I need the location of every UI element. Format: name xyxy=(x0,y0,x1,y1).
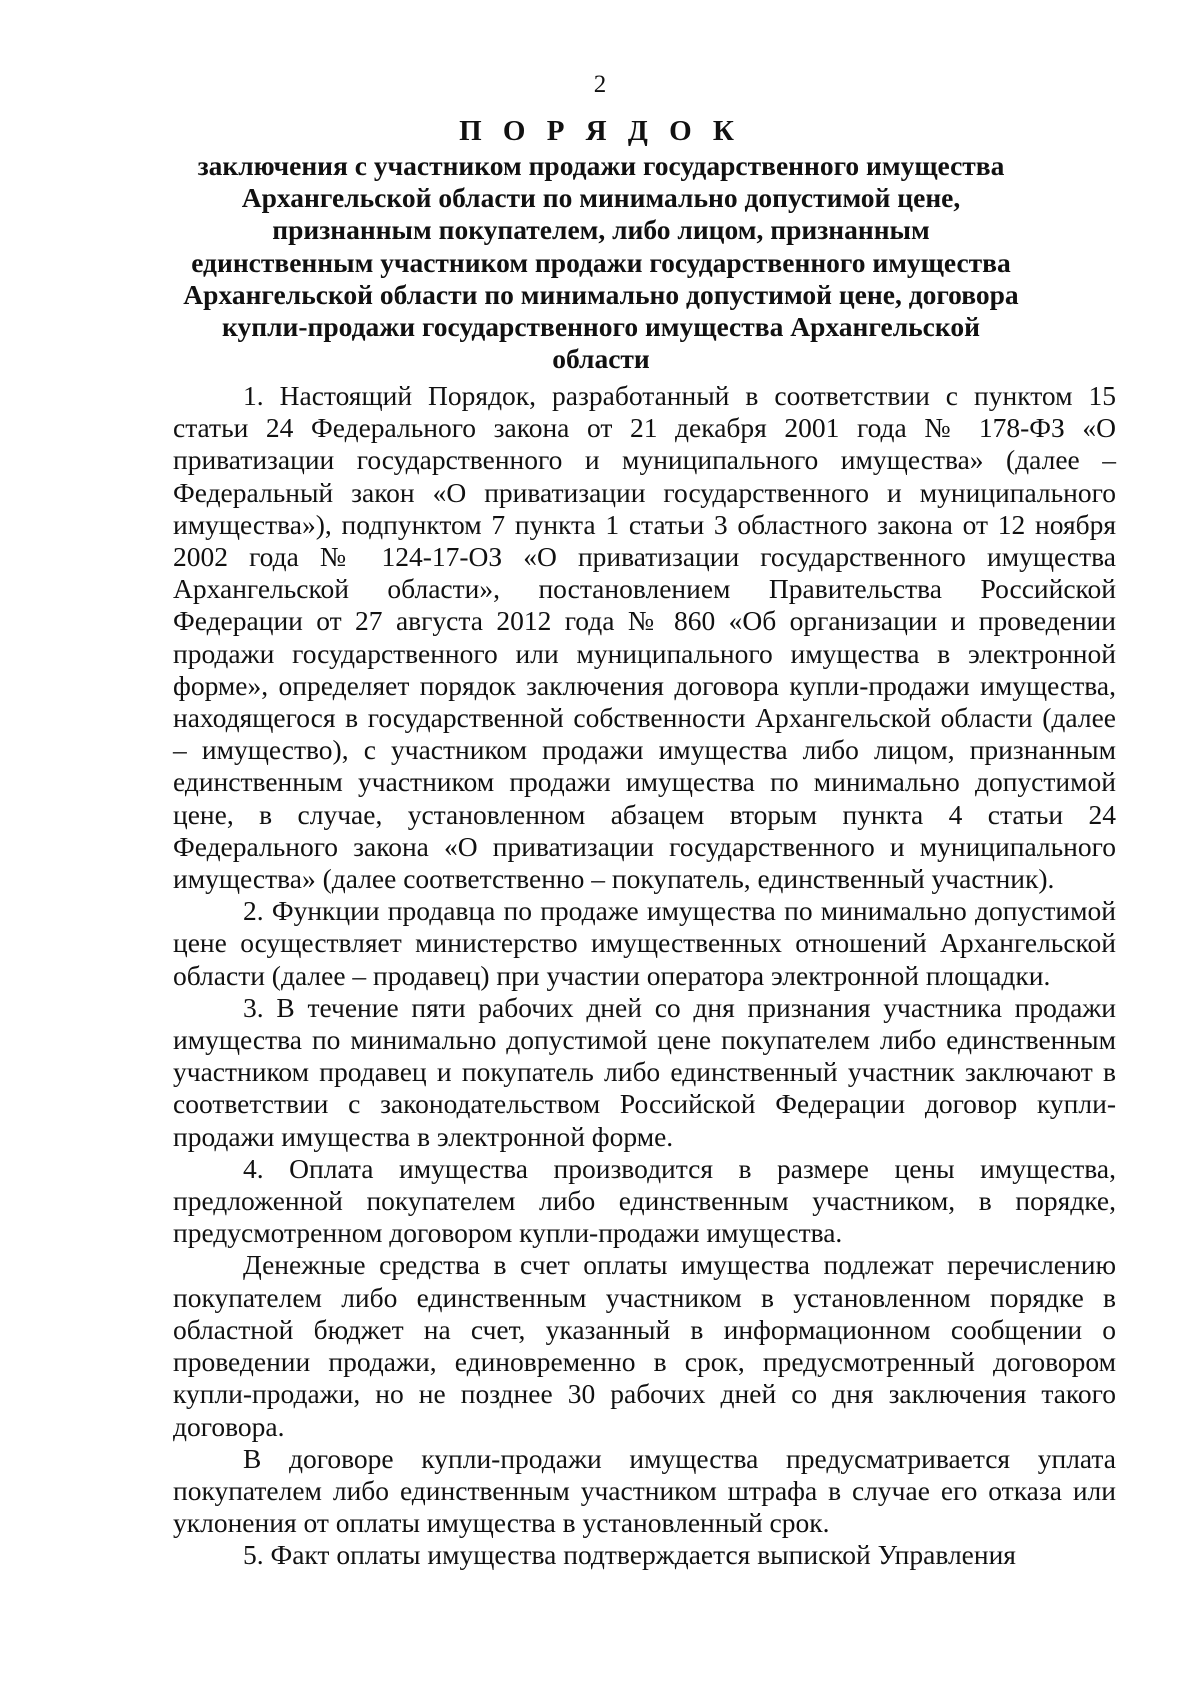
paragraph-4-penalty: В договоре купли-продажи имущества предусматривается уплата покупателем либо единственным участником штрафа в случае его отказа или уклонения от оплаты имущества в установленный срок. xyxy=(173,1442,1116,1539)
page-number: 2 xyxy=(593,71,607,98)
paragraph-5: 5. Факт оплаты имущества подтверждается выпиской Управления xyxy=(243,1539,1016,1571)
document-body xyxy=(173,380,1116,1572)
document-title: П О Р Я Д О К xyxy=(459,115,741,147)
paragraph-2: 2. Функции продавца по продаже имущества по минимально допустимой цене осуществляет министерство имущественных отношений Архангельской области (далее – продавец) при участии оператора электронной площадки. xyxy=(173,895,1116,991)
paragraph-1: 1. Настоящий Порядок, разработанный в соответствии с пунктом 15 статьи 24 Федерального закона от 21 декабря 2001 года № 178-ФЗ «О приватизации государственного и муниципального имущества» (далее – Федеральный закон «О приватизации государственного и муниципального имущества»), подпунктом 7 пункта 1 статьи 3 областного закона от 12 ноября 2002 года № 124-17-ОЗ «О приватизации государственного имущества Архангельской области», постановлением Правительства Российской Федерации от 27 августа 2012 года № 860 «Об организации и проведении продажи государственного или муниципального имущества в электронной форме», определяет порядок заключения договора купли-продажи имущества, находящегося в государственной собственности Архангельской области (далее – имущество), с участником продажи имущества либо лицом, признанным единственным участником продажи имущества по минимально допустимой цене, в случае, установленном абзацем вторым пункта 4 статьи 24 Федерального закона «О приватизации государственного и муниципального имущества» (далее соответственно – покупатель, единственный участник). xyxy=(173,380,1116,895)
document-subtitle: заключения с участником продажи государственного имущества Архангельской области по минимально допустимой цене, признанным покупателем, либо лицом, признанным единственным участником продажи государственного имущества Архангельской области по минимально допустимой цене, договора купли-продажи государственного имущества Архангельской области xyxy=(183,150,1019,375)
paragraph-4-payment-funds: Денежные средства в счет оплаты имущества подлежат перечислению покупателем либо единственным участником в установленном порядке в областной бюджет на счет, указанный в информационном сообщении о проведении продажи, единовременно в срок, предусмотренный договором купли-продажи, но не позднее 30 рабочих дней со дня заключения такого договора. xyxy=(173,1249,1116,1442)
paragraph-3: 3. В течение пяти рабочих дней со дня признания участника продажи имущества по минимально допустимой цене покупателем либо единственным участником продавец и покупатель либо единственный участник заключают в соответствии с законодательством Российской Федерации договор купли-продажи имущества в электронной форме. xyxy=(173,991,1116,1152)
paragraph-4: 4. Оплата имущества производится в размере цены имущества, предложенной покупателем либо единственным участником, в порядке, предусмотренном договором купли-продажи имущества. xyxy=(173,1152,1116,1249)
